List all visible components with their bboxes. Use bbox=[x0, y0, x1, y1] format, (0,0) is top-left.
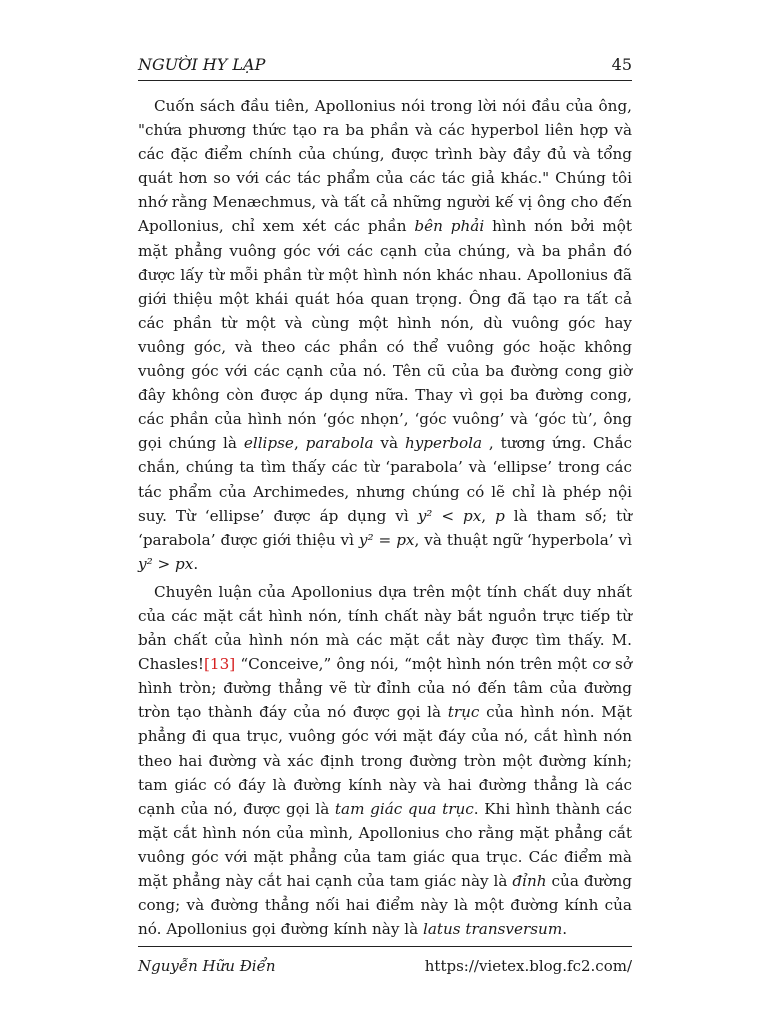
running-header bbox=[138, 54, 632, 76]
header-rule bbox=[138, 80, 632, 81]
math-expression: p bbox=[495, 506, 505, 525]
footer-rule bbox=[138, 946, 632, 947]
emphasis: trục bbox=[447, 703, 480, 722]
text-run: hình nón bởi một mặt phẳng vuông góc với các cạnh của chúng, và ba phần đó được lấy từ mỗi phần từ một hình nón khác nhau. Apollonius đã giới thiệu một khái quát hóa quan trọng. Ông đã tạo ra tất cả các phần từ một và cùng một hình nón, dù vuông góc hay vuông góc, và theo các phần có thể vuông góc hoặc không vuông góc với các cạnh của nó. Tên cũ của ba đường cong giờ đây không còn được áp dụng nữa. Thay vì gọi ba đường cong, các phần của hình nón ‘góc nhọn’, ‘góc vuông’ và ‘góc tù’, ông gọi chúng là bbox=[138, 217, 632, 453]
emphasis: hyperbola bbox=[404, 434, 483, 453]
text-run: . Khi hình thành các mặt cắt hình nón của mình, Apollonius cho rằng mặt phẳng cắt vuông góc với mặt phẳng của tam giác qua trục. Các điểm mà mặt phẳng này cắt hai cạnh của tam giác này là bbox=[138, 799, 632, 890]
text-run: , và thuật ngữ ‘hyperbola’ vì bbox=[414, 530, 632, 549]
emphasis: parabola bbox=[305, 434, 374, 453]
emphasis: đỉnh bbox=[512, 872, 547, 890]
text-run: , bbox=[481, 506, 496, 525]
text-run: và bbox=[373, 434, 405, 453]
math-expression: y² > px bbox=[138, 554, 194, 573]
math-expression: y² < px bbox=[417, 506, 482, 525]
emphasis: latus transversum bbox=[423, 920, 563, 939]
running-footer bbox=[138, 956, 632, 976]
text-run: “Conceive,” ông nói, “một hình nón trên một cơ sở hình tròn; đường thẳng vẽ từ đỉnh của nó đến tâm của đường tròn tạo thành đáy của nó được gọi là bbox=[138, 655, 632, 722]
chapter-title: NGƯỜI HY LẠP bbox=[138, 55, 266, 74]
paragraph-1 bbox=[138, 94, 632, 576]
text-run: của hình nón. Mặt phẳng đi qua trục, vuông góc với mặt đáy của nó, cắt hình nón theo hai đường và xác định trong đường tròn một đường kính; tam giác có đáy là đường kính này và hai đường thẳng là các cạnh của nó, được gọi là bbox=[138, 703, 632, 818]
text-run: . bbox=[562, 920, 568, 939]
text-run: Cuốn sách đầu tiên, Apollonius nói trong lời nói đầu của ông, "chứa phương thức tạo ra ba phần và các hyperbol liên hợp và các đặc điểm chính của chúng, được trình bày đầy đủ và tổng quát hơn so với các tác phẩm của các tác giả khác." Chúng tôi nhớ rằng Menæchmus, và tất cả những người kế vị ông cho đến Apollonius, chỉ xem xét các phần bbox=[138, 97, 632, 236]
body-text bbox=[138, 94, 632, 941]
text-run: , bbox=[293, 434, 306, 453]
text-run: , tương ứng. Chắc chắn, chúng ta tìm thấy các từ ‘parabola’ và ‘ellipse’ trong các tác phẩm của Archimedes, nhưng chúng có lẽ chỉ là phép nội suy. Từ ‘ellipse’ được áp dụng vì bbox=[138, 434, 633, 525]
blog-url[interactable]: https://vietex.blog.fc2.com/ bbox=[424, 957, 632, 975]
author-name: Nguyễn Hữu Điển bbox=[138, 957, 276, 975]
citation-link[interactable]: [13] bbox=[204, 655, 236, 674]
text-run: của đường cong; và đường thẳng nối hai điểm này là một đường kính của nó. Apollonius gọi đường kính này là bbox=[138, 872, 632, 939]
page-number: 45 bbox=[611, 55, 632, 74]
emphasis: tam giác qua trục bbox=[334, 799, 474, 818]
emphasis: bên phải bbox=[414, 217, 485, 236]
text-run: . bbox=[193, 554, 199, 573]
text-run: là tham số; từ ‘parabola’ được giới thiệu vì bbox=[138, 506, 633, 549]
text-run: Chuyên luận của Apollonius dựa trên một tính chất duy nhất của các mặt cắt hình nón, tính chất này bắt nguồn trực tiếp từ bản chất của hình nón mà các mặt cắt này được tìm thấy. M. Chasles! bbox=[138, 582, 632, 674]
paragraph-2 bbox=[138, 580, 632, 941]
emphasis: ellipse bbox=[243, 434, 294, 453]
math-expression: y² = px bbox=[358, 530, 415, 549]
